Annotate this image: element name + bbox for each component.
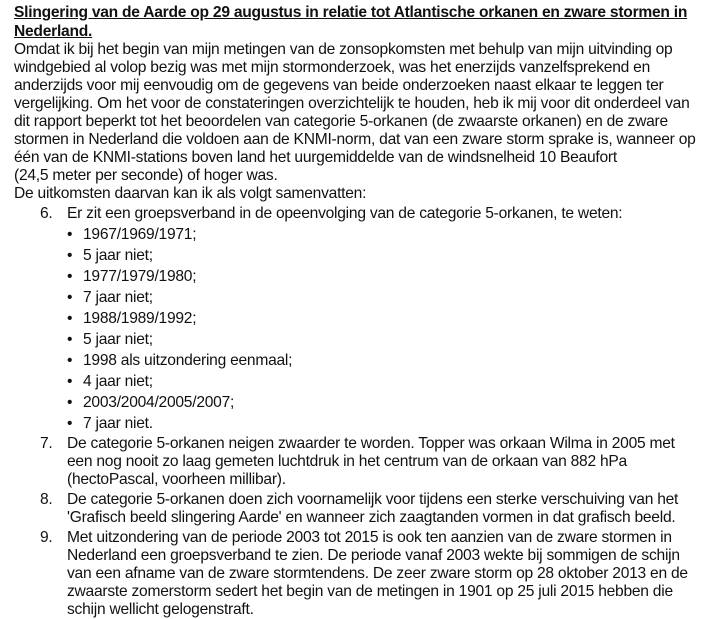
year-list-text: 7 jaar niet. — [83, 415, 153, 432]
results-item-6 — [14, 205, 702, 433]
year-list-item — [67, 415, 702, 433]
bullet-icon: • — [67, 289, 73, 306]
year-list-item — [67, 331, 702, 349]
bullet-icon: • — [67, 310, 73, 327]
year-list-item — [67, 373, 702, 391]
results-item-7 — [14, 435, 702, 489]
intro-line: stormen in Nederland die voldoen aan de KNMI-norm, dat van een zware storm sprake is, wanneer op — [14, 131, 696, 148]
bullet-icon: • — [67, 352, 73, 369]
bullet-icon: • — [67, 226, 73, 243]
year-list-text: 7 jaar niet; — [83, 289, 153, 306]
item-number: 7. — [40, 435, 53, 452]
year-list-item — [67, 226, 702, 244]
item-number: 8. — [40, 491, 53, 508]
bullet-icon: • — [67, 247, 73, 264]
results-item-9 — [14, 529, 702, 619]
intro-line: vergelijking. Om het voor de constateringen overzichtelijk te houden, heb ik mij voor dit onderdeel van — [14, 95, 690, 112]
bullet-icon: • — [67, 415, 73, 432]
year-list-text: 5 jaar niet; — [83, 247, 153, 264]
item-line: De categorie 5-orkanen neigen zwaarder te worden. Topper was orkaan Wilma in 2005 met — [67, 435, 675, 452]
year-list-text: 1967/1969/1971; — [83, 226, 197, 243]
title-period: . — [88, 22, 93, 40]
item-line: schijn wellicht gelogenstraft. — [67, 601, 254, 618]
item-line: zwaarste zomerstorm sedert het begin van de metingen in 1901 op 25 juli 2015 hebben die — [67, 583, 673, 600]
item-number: 6. — [40, 205, 53, 222]
intro-line: (24,5 meter per seconde) of hoger was. — [14, 167, 278, 184]
item-line: 'Grafisch beeld slingering Aarde' en wanneer zich zaagtanden vormen in dat grafisch beeld. — [67, 509, 676, 526]
year-list-item — [67, 394, 702, 412]
year-list-text: 5 jaar niet; — [83, 331, 153, 348]
intro-line: dit rapport beperkt tot het beoordelen van categorie 5-orkanen (de zwaarste orkanen) en de zware — [14, 113, 668, 130]
year-list-item — [67, 247, 702, 265]
bullet-icon: • — [67, 373, 73, 390]
item-line: Met uitzondering van de periode 2003 tot 2015 is ook ten aanzien van de zware stormen in — [67, 529, 672, 546]
year-list-text: 1998 als uitzondering eenmaal; — [83, 352, 293, 369]
document-title — [14, 4, 702, 41]
year-list-item — [67, 310, 702, 328]
item-line: De categorie 5-orkanen doen zich voornamelijk voor tijdens een sterke verschuiving van het — [67, 491, 679, 508]
intro-line: anderzijds voor mij eenvoudig om de gegevens van beide onderzoeken naast elkaar te leggen ter — [14, 77, 664, 94]
year-list-item — [67, 352, 702, 370]
year-list-text: 1977/1979/1980; — [83, 268, 197, 285]
results-list — [14, 205, 702, 619]
title-text: Slingering van de Aarde op 29 augustus in relatie tot Atlantische orkanen en zware stormen in Nederland — [14, 4, 688, 40]
intro-line: één van de KNMI-stations boven land het uurgemiddelde van de windsnelheid 10 Beaufort — [14, 149, 617, 166]
item-line: Nederland een groepsverband te zien. De periode vanaf 2003 wekte bij sommigen de schijn — [67, 547, 680, 564]
year-list-item — [67, 289, 702, 307]
intro-line: windgebied al volop bezig was met mijn stormonderzoek, was het enerzijds vanzelfsprekend en — [14, 59, 651, 76]
item-line: (hectoPascal, voorheen millibar). — [67, 471, 286, 488]
hurricane-year-list — [67, 226, 702, 433]
summary-intro: De uitkomsten daarvan kan ik als volgt samenvatten: — [14, 185, 367, 202]
year-list-text: 4 jaar niet; — [83, 373, 153, 390]
year-list-text: 1988/1989/1992; — [83, 310, 197, 327]
bullet-icon: • — [67, 394, 73, 411]
item-text: Er zit een groepsverband in de opeenvolging van de categorie 5-orkanen, te weten: — [67, 205, 623, 222]
bullet-icon: • — [67, 268, 73, 285]
bullet-icon: • — [67, 331, 73, 348]
item-number: 9. — [40, 529, 53, 546]
intro-paragraph — [14, 41, 702, 185]
year-list-item — [67, 268, 702, 286]
item-line: een nog nooit zo laag gemeten luchtdruk in het centrum van de orkaan van 882 hPa — [67, 453, 627, 470]
year-list-text: 2003/2004/2005/2007; — [83, 394, 235, 411]
results-item-8 — [14, 491, 702, 527]
item-line: van een afname van de zware stormtendens. De zeer zware storm op 28 oktober 2013 en de — [67, 565, 688, 582]
intro-line: Omdat ik bij het begin van mijn metingen van de zonsopkomsten met behulp van mijn uitvinding op — [14, 41, 673, 58]
